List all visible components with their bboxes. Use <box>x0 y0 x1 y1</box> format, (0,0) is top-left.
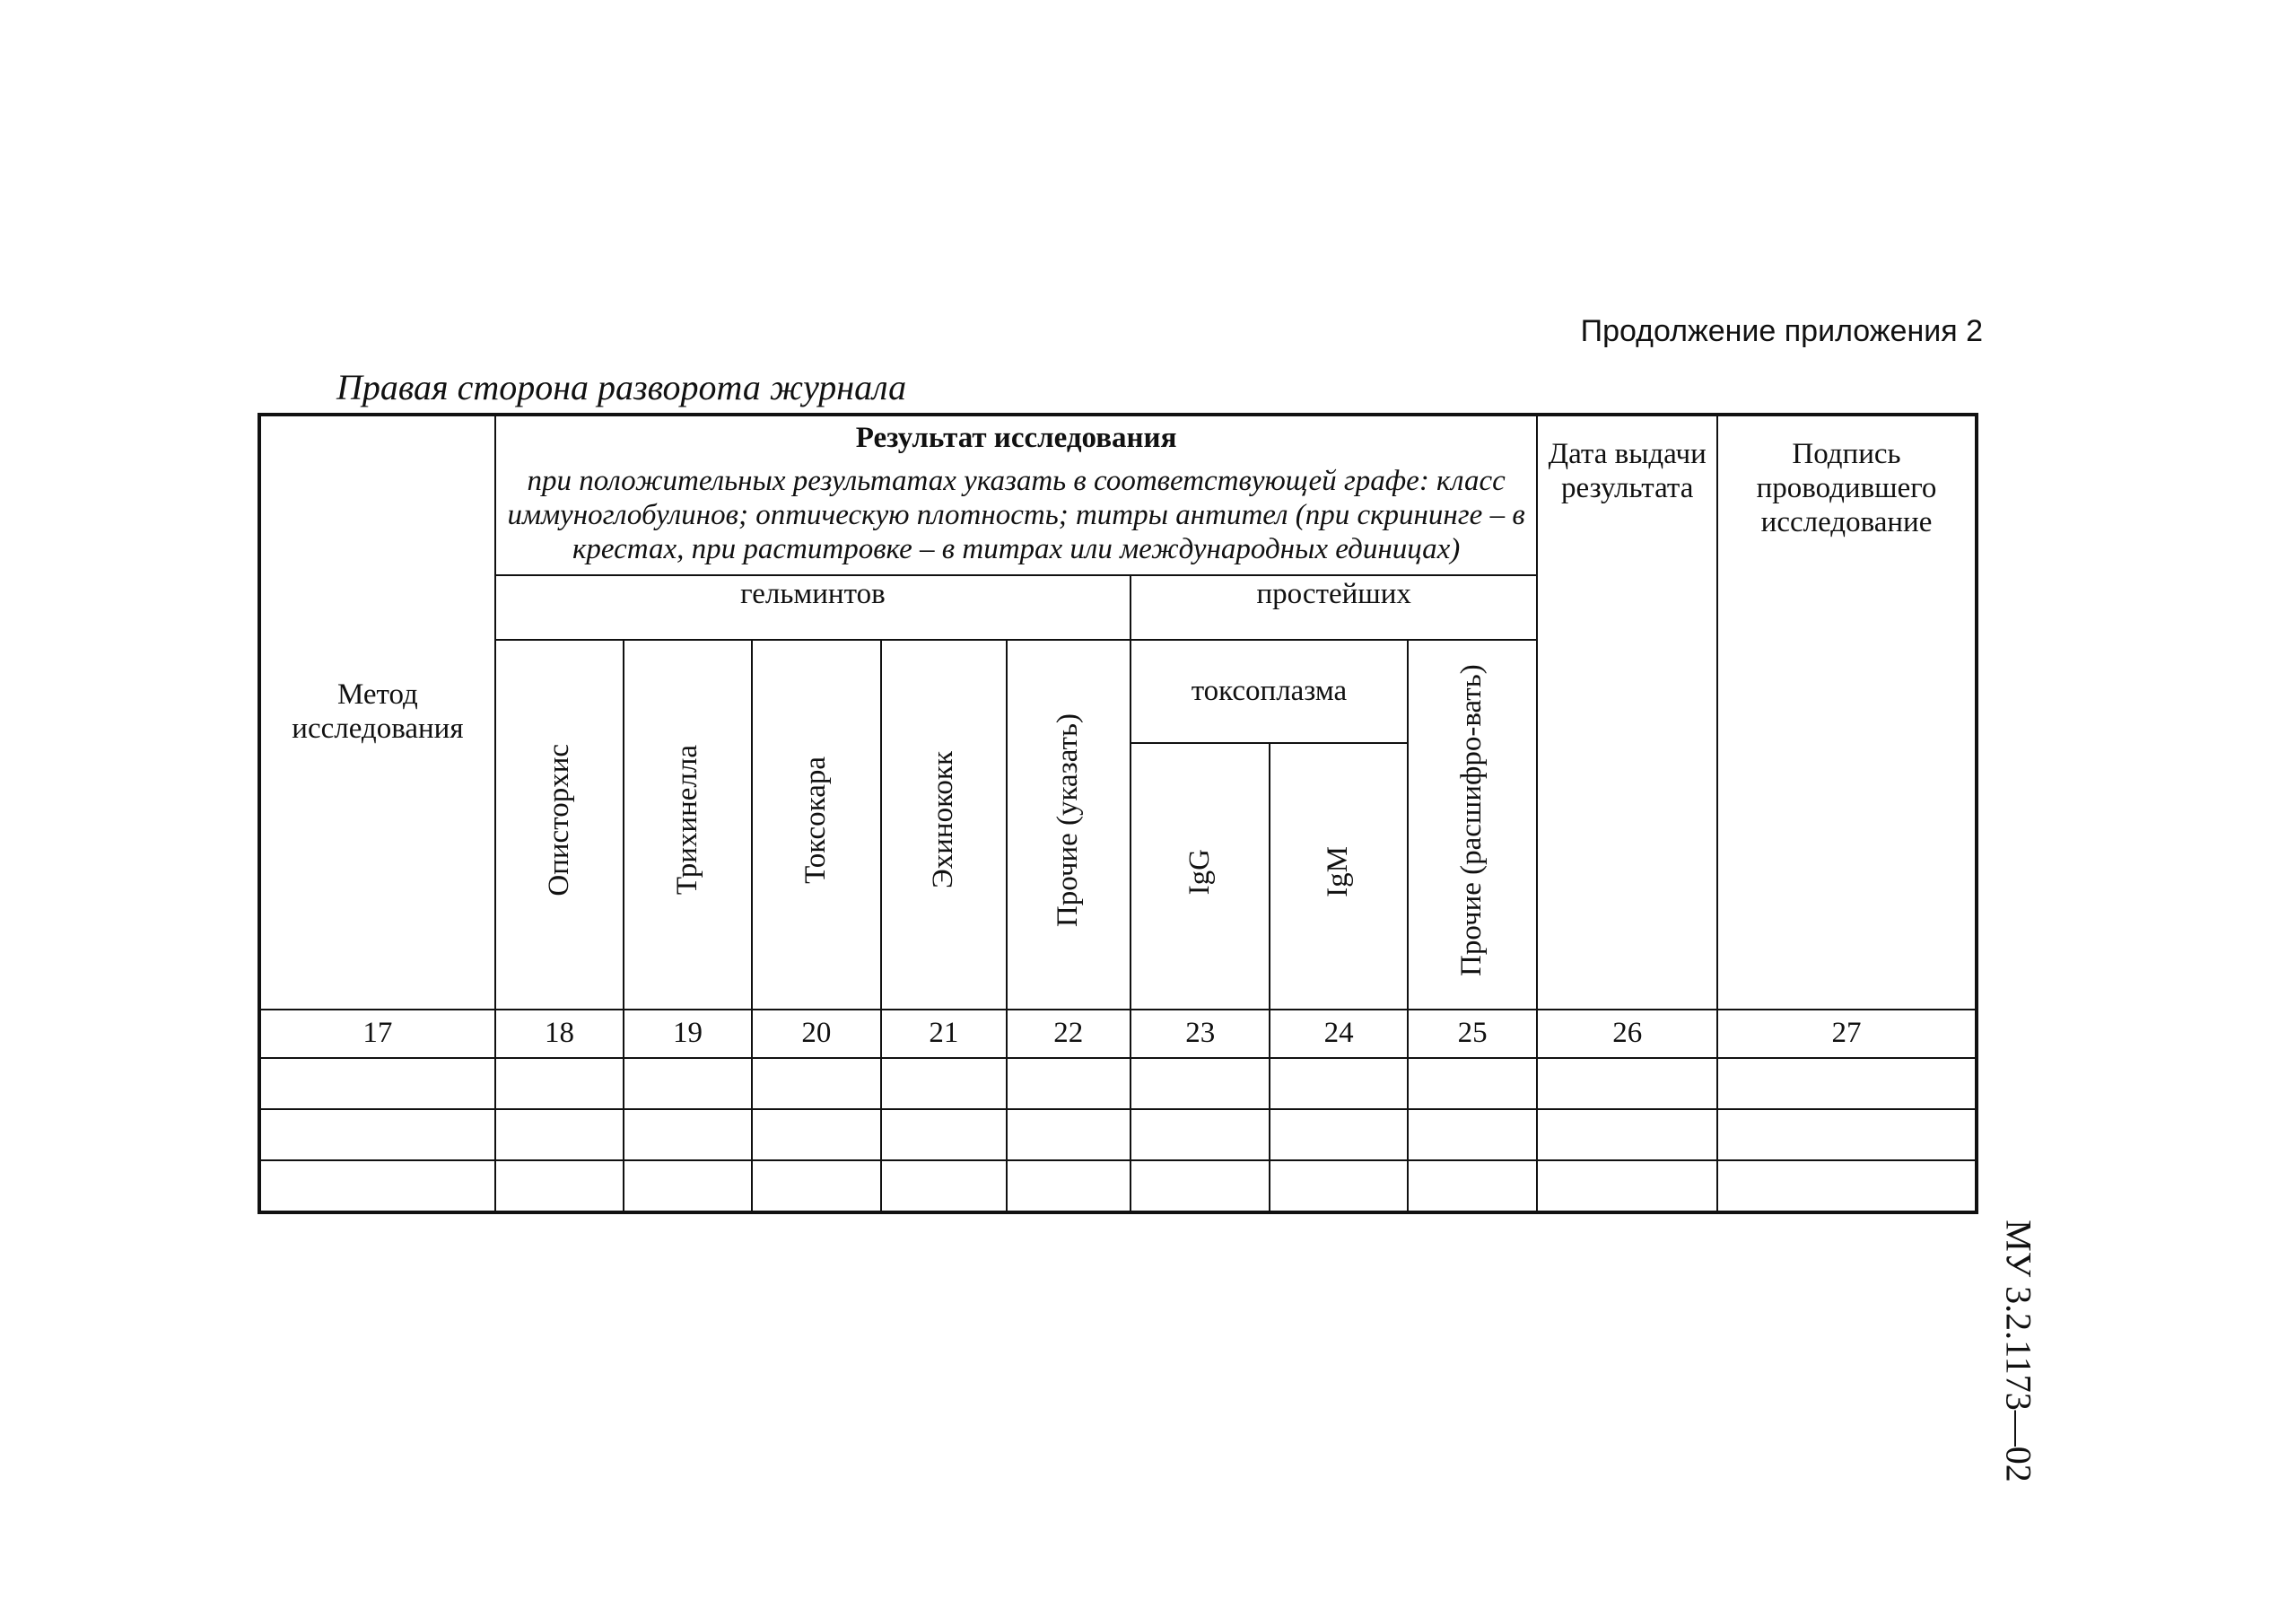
empty-cell <box>1408 1109 1537 1160</box>
empty-cell <box>1270 1058 1407 1109</box>
document-code-text: МУ 3.2.1173—02 <box>1998 1219 2039 1482</box>
column-number-row <box>259 1010 1977 1058</box>
helminths-header: гельминтов <box>495 575 1131 640</box>
empty-cell <box>1717 1058 1977 1109</box>
document-code <box>1983 1207 2055 1494</box>
column-number: 23 <box>1131 1010 1270 1058</box>
method-header-text: Метод исследования <box>292 678 464 745</box>
toxoplasma-header: токсоплазма <box>1131 640 1408 744</box>
column-number: 18 <box>495 1010 624 1058</box>
result-title: Результат исследования <box>855 422 1177 454</box>
empty-cell <box>1131 1160 1270 1212</box>
empty-cell <box>1007 1109 1131 1160</box>
other-helminths-text: Прочие (указать) <box>1051 713 1084 927</box>
protozoa-header: простейших <box>1131 575 1537 640</box>
journal-side-caption: Правая сторона разворота журнала <box>336 367 907 407</box>
journal-table <box>258 413 1978 1214</box>
opisthorchis-header <box>495 640 624 1010</box>
empty-cell <box>1537 1058 1717 1109</box>
date-header-text: Дата выдачи результата <box>1548 438 1707 504</box>
empty-cell <box>881 1058 1006 1109</box>
empty-cell <box>259 1160 495 1212</box>
empty-cell <box>881 1160 1006 1212</box>
igm-text: IgM <box>1322 846 1355 898</box>
other-protozoa-text: Прочие (расшифро-вать) <box>1455 663 1488 976</box>
column-number: 27 <box>1717 1010 1977 1058</box>
igm-header <box>1270 743 1407 1009</box>
trichinella-text: Трихинелла <box>670 745 703 896</box>
empty-cell <box>881 1109 1006 1160</box>
empty-row <box>259 1109 1977 1160</box>
empty-cell <box>1717 1160 1977 1212</box>
empty-cell <box>1717 1109 1977 1160</box>
echinococcus-header <box>881 640 1006 1010</box>
empty-cell <box>752 1058 881 1109</box>
continuation-label: Продолжение приложения 2 <box>1580 314 1983 348</box>
igg-text: IgG <box>1183 848 1216 896</box>
opisthorchis-text: Описторхис <box>542 743 575 896</box>
empty-cell <box>1131 1058 1270 1109</box>
toxocara-header <box>752 640 881 1010</box>
empty-cell <box>1537 1160 1717 1212</box>
column-number: 25 <box>1408 1010 1537 1058</box>
empty-cell <box>624 1058 751 1109</box>
column-number: 24 <box>1270 1010 1407 1058</box>
column-number: 26 <box>1537 1010 1717 1058</box>
empty-cell <box>624 1109 751 1160</box>
empty-cell <box>259 1109 495 1160</box>
signature-header <box>1717 415 1977 1010</box>
trichinella-header <box>624 640 751 1010</box>
empty-cell <box>1537 1109 1717 1160</box>
other-helminths-header <box>1007 640 1131 1010</box>
empty-cell <box>1007 1058 1131 1109</box>
empty-cell <box>1408 1058 1537 1109</box>
toxocara-text: Токсокара <box>799 756 832 884</box>
empty-cell <box>1408 1160 1537 1212</box>
column-number: 22 <box>1007 1010 1131 1058</box>
empty-row <box>259 1058 1977 1109</box>
signature-header-text: Подпись проводившего исследование <box>1756 438 1937 538</box>
method-header <box>259 415 495 1010</box>
column-number: 17 <box>259 1010 495 1058</box>
echinococcus-text: Эхинококк <box>926 751 959 889</box>
empty-cell <box>1270 1160 1407 1212</box>
empty-cell <box>495 1160 624 1212</box>
empty-cell <box>1131 1109 1270 1160</box>
empty-cell <box>259 1058 495 1109</box>
empty-cell <box>495 1058 624 1109</box>
empty-cell <box>495 1109 624 1160</box>
empty-cell <box>1007 1160 1131 1212</box>
date-header <box>1537 415 1717 1010</box>
igg-header <box>1131 743 1270 1009</box>
empty-cell <box>1270 1109 1407 1160</box>
column-number: 19 <box>624 1010 751 1058</box>
empty-cell <box>624 1160 751 1212</box>
empty-cell <box>752 1160 881 1212</box>
result-note: при положительных результатах указать в соответствующей графе: класс иммуноглобулинов; оптическую плотность; титры антител (при скрининге – в крестах, при раститровке – в титрах или международных единицах) <box>507 464 1525 565</box>
column-number: 21 <box>881 1010 1006 1058</box>
empty-row <box>259 1160 1977 1212</box>
header-row-1 <box>259 415 1977 575</box>
other-protozoa-header <box>1408 640 1537 1010</box>
result-header <box>495 415 1538 575</box>
empty-cell <box>752 1109 881 1160</box>
column-number: 20 <box>752 1010 881 1058</box>
